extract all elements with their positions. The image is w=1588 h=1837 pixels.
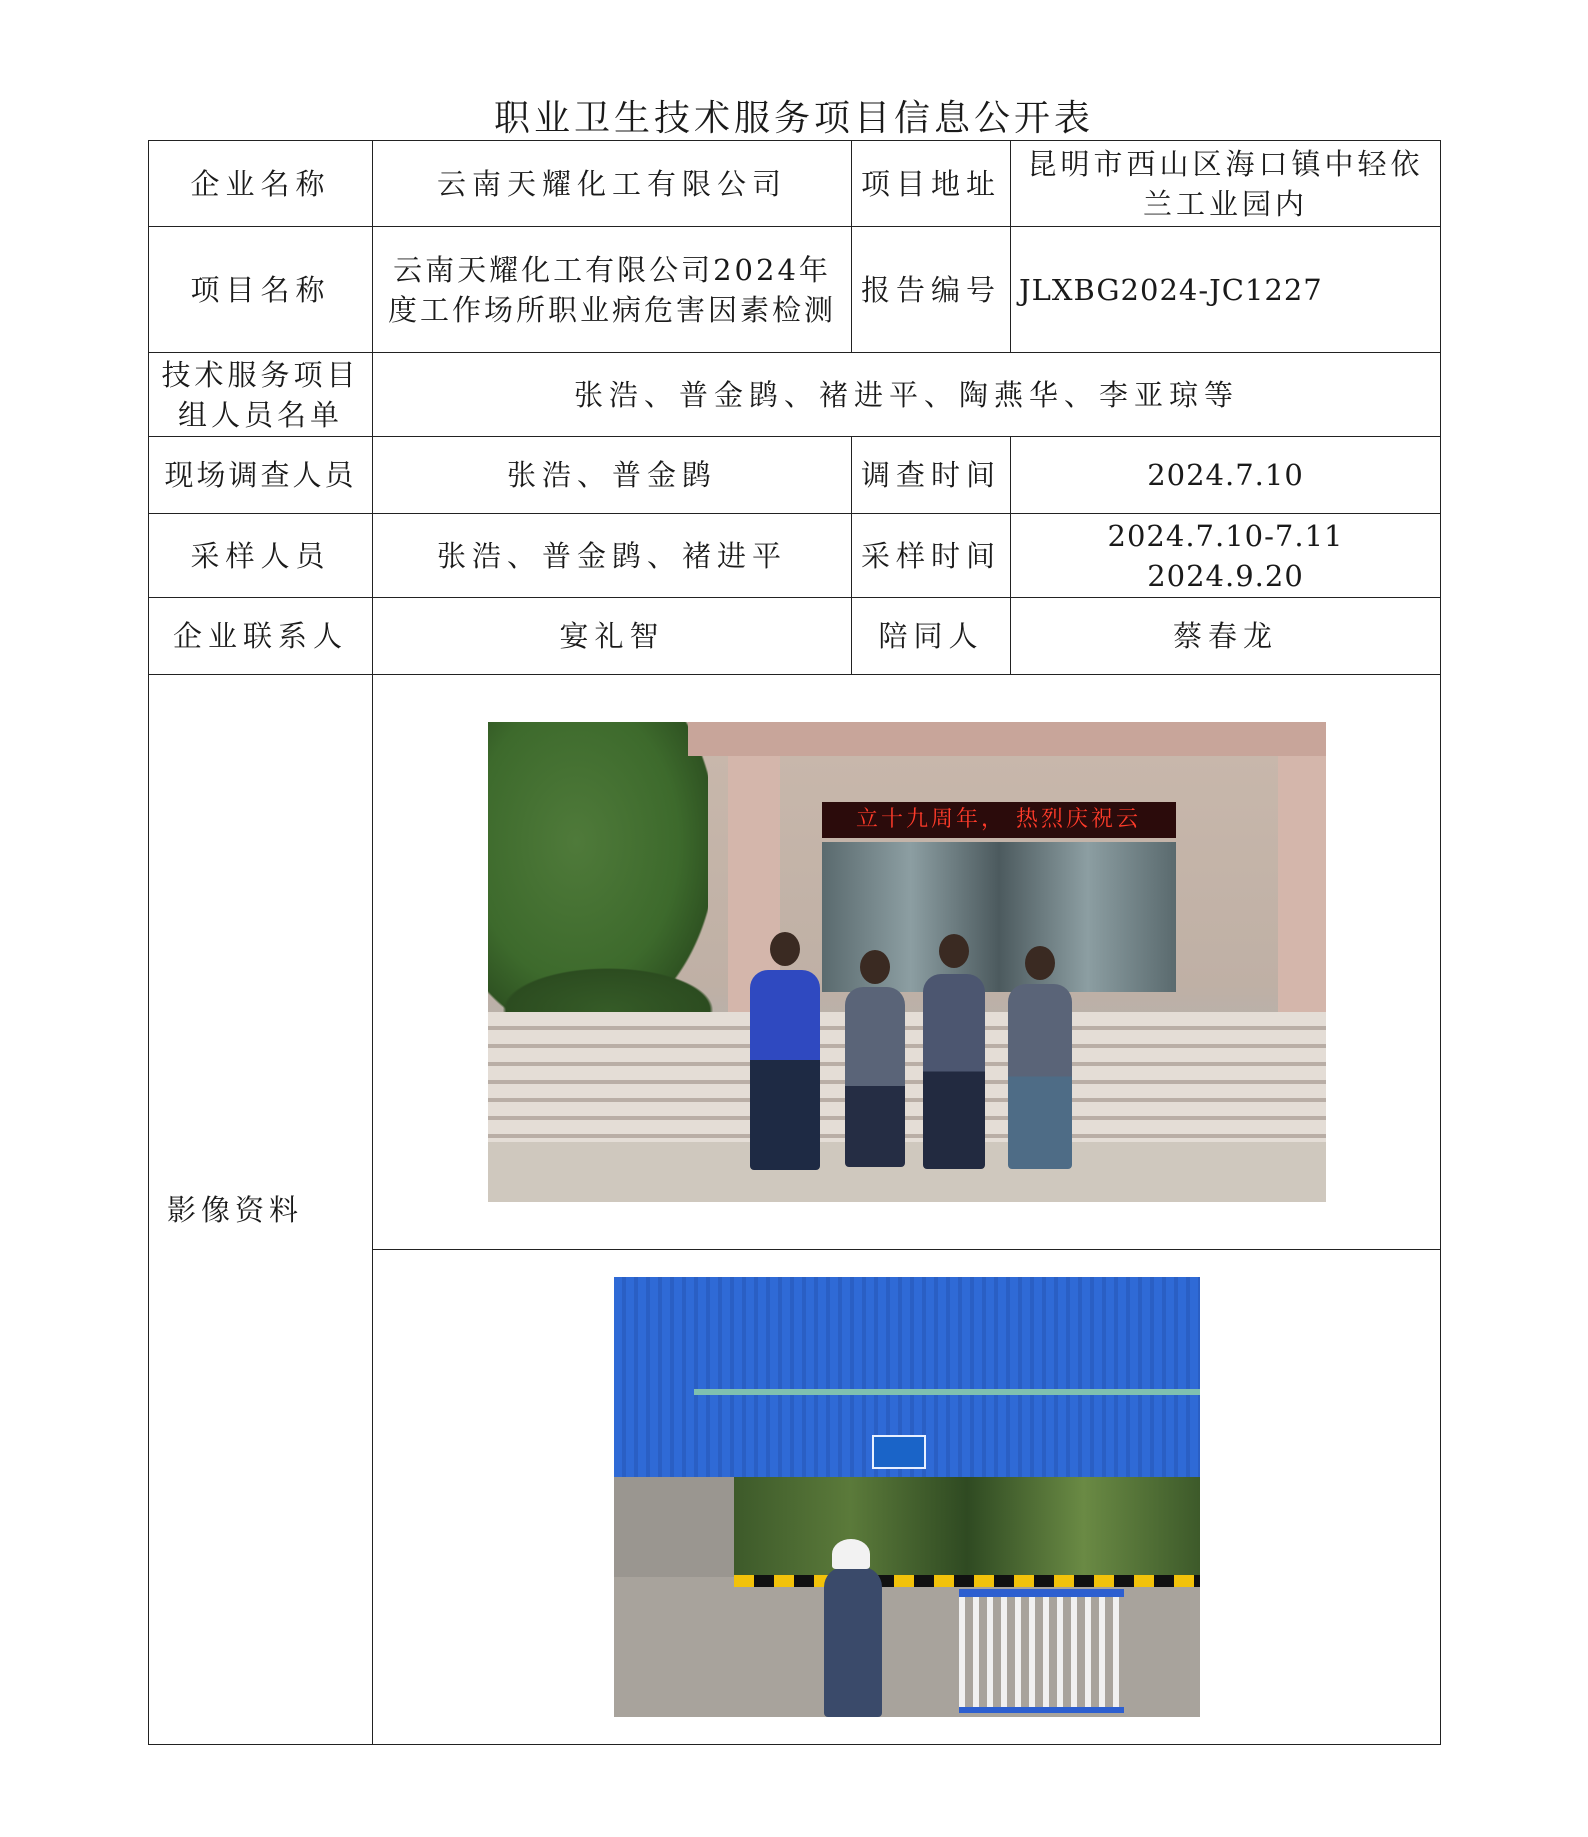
team-members-value: 张浩、普金鹍、褚进平、陶燕华、李亚琼等 bbox=[373, 353, 1441, 437]
company-name-label: 企业名称 bbox=[149, 141, 373, 227]
sampling-staff-value: 张浩、普金鹍、褚进平 bbox=[373, 514, 852, 598]
helmet-icon bbox=[832, 1539, 870, 1569]
person-1 bbox=[750, 970, 820, 1170]
project-address-label: 项目地址 bbox=[852, 141, 1011, 227]
team-members-label: 技术服务项目组人员名单 bbox=[149, 353, 373, 437]
table-row bbox=[149, 141, 1441, 227]
led-banner: 立十九周年， 热烈庆祝云 bbox=[822, 802, 1176, 838]
person-3-head bbox=[939, 934, 969, 968]
person-4 bbox=[1008, 984, 1072, 1169]
survey-staff-label: 现场调查人员 bbox=[149, 437, 373, 514]
sampling-time-value bbox=[1011, 514, 1441, 598]
sampling-time-label: 采样时间 bbox=[852, 514, 1011, 598]
ground bbox=[488, 1142, 1326, 1202]
entrance-steps bbox=[488, 1012, 1326, 1142]
table-row bbox=[149, 227, 1441, 353]
table-row bbox=[149, 598, 1441, 675]
report-number-value: JLXBG2024-JC1227 bbox=[1011, 227, 1441, 353]
entrance-canopy bbox=[688, 722, 1326, 756]
person-2-head bbox=[860, 950, 890, 984]
hazard-stripe bbox=[734, 1575, 1200, 1587]
escort-value: 蔡春龙 bbox=[1011, 598, 1441, 675]
project-name-value: 云南天耀化工有限公司2024年度工作场所职业病危害因素检测 bbox=[373, 227, 852, 353]
escort-label: 陪同人 bbox=[852, 598, 1011, 675]
page-title: 职业卫生技术服务项目信息公开表 bbox=[493, 98, 1094, 139]
background-trees bbox=[734, 1477, 1200, 1577]
sampling-staff-label: 采样人员 bbox=[149, 514, 373, 598]
station-sign bbox=[872, 1435, 926, 1469]
report-number-label: 报告编号 bbox=[852, 227, 1011, 353]
project-name-label: 项目名称 bbox=[149, 227, 373, 353]
railing bbox=[959, 1589, 1124, 1713]
survey-staff-value: 张浩、普金鹍 bbox=[373, 437, 852, 514]
photo-cell-2 bbox=[373, 1250, 1441, 1745]
person-3 bbox=[923, 974, 985, 1169]
company-contact-value: 宴礼智 bbox=[373, 598, 852, 675]
table-row bbox=[149, 353, 1441, 437]
images-label: 影像资料 bbox=[149, 675, 373, 1745]
person-2 bbox=[845, 987, 905, 1167]
survey-time-value: 2024.7.10 bbox=[1011, 437, 1441, 514]
pipe bbox=[694, 1389, 1200, 1395]
info-table bbox=[148, 140, 1441, 1745]
table-row bbox=[149, 675, 1441, 1250]
company-contact-label: 企业联系人 bbox=[149, 598, 373, 675]
photo-cell-1 bbox=[373, 675, 1441, 1250]
table-row bbox=[149, 437, 1441, 514]
company-name-value: 云南天耀化工有限公司 bbox=[373, 141, 852, 227]
pillar-right bbox=[1278, 756, 1326, 1016]
sampling-time-line-2: 2024.9.20 bbox=[1147, 558, 1304, 593]
sampling-time-line-1: 2024.7.10-7.11 bbox=[1107, 518, 1344, 553]
sampling-photo-site bbox=[614, 1277, 1200, 1717]
person-1-head bbox=[770, 932, 800, 966]
person-4-head bbox=[1025, 946, 1055, 980]
team-photo-building-entrance bbox=[488, 722, 1326, 1202]
table-row bbox=[149, 514, 1441, 598]
worker bbox=[824, 1567, 882, 1717]
project-address-value: 昆明市西山区海口镇中轻依兰工业园内 bbox=[1011, 141, 1441, 227]
survey-time-label: 调查时间 bbox=[852, 437, 1011, 514]
